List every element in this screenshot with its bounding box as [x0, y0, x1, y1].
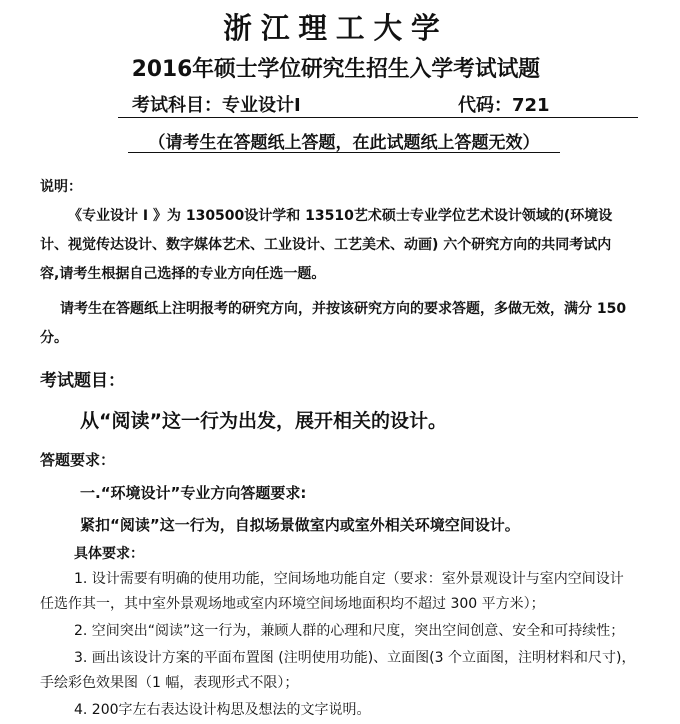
- instructions-para2-line1: 请考生在答题纸上注明报考的研究方向，并按该研究方向的要求答题，多做无效，满分 150: [60, 301, 627, 317]
- specific-requirements-heading: 具体要求：: [74, 546, 144, 562]
- instructions-para1-line3: 容,请考生根据自己选择的专业方向任选一题。: [40, 266, 326, 282]
- requirement-item-1b: 任选作其一，其中室外景观场地或室内环境空间场地面积均不超过 300 平方米）；: [40, 596, 545, 612]
- instructions-para1-line1: 《专业设计 Ⅰ 》为 130500设计学和 13510艺术硕士专业学位艺术设计领域的(环境设: [68, 208, 613, 224]
- university-title: 浙江理工大学: [223, 11, 449, 45]
- exam-question-heading: 考试题目：: [40, 371, 125, 391]
- subject-label: 考试科目：专业设计Ⅰ: [132, 95, 301, 116]
- instructions-para2-line2: 分。: [40, 330, 68, 346]
- exam-title: 2016年硕士学位研究生招生入学考试试题: [131, 57, 541, 82]
- requirement-item-4: 4. 200字左右表达设计构思及想法的文字说明。: [74, 702, 371, 718]
- instructions-heading: 说明：: [40, 179, 82, 195]
- subject-code: 代码：721: [458, 95, 550, 116]
- section1-task: 紧扣“阅读”这一行为，自拟场景做室内或室外相关环境空间设计。: [80, 516, 520, 534]
- answer-notice: （请考生在答题纸上答题，在此试题纸上答题无效）: [128, 128, 560, 153]
- requirement-item-3a: 3. 画出该设计方案的平面布置图 (注明使用功能)、立面图(3 个立面图，注明材料和尺寸)，: [74, 650, 636, 666]
- requirements-heading: 答题要求：: [40, 451, 116, 469]
- exam-prompt: 从“阅读”这一行为出发，展开相关的设计。: [80, 410, 447, 432]
- subject-line: [118, 91, 638, 118]
- requirement-item-1a: 1. 设计需要有明确的使用功能，空间场地功能自定（要求：室外景观设计与室内空间设计: [74, 571, 624, 587]
- section1-heading: 一.“环境设计”专业方向答题要求:: [80, 484, 307, 502]
- requirement-item-3b: 手绘彩色效果图（1 幅，表现形式不限）；: [40, 675, 299, 691]
- instructions-para1-line2: 计、视觉传达设计、数字媒体艺术、工业设计、工艺美术、动画) 六个研究方向的共同考试内: [40, 237, 612, 253]
- requirement-item-2: 2. 空间突出“阅读”这一行为，兼顾人群的心理和尺度，突出空间创意、安全和可持续性；: [74, 623, 625, 639]
